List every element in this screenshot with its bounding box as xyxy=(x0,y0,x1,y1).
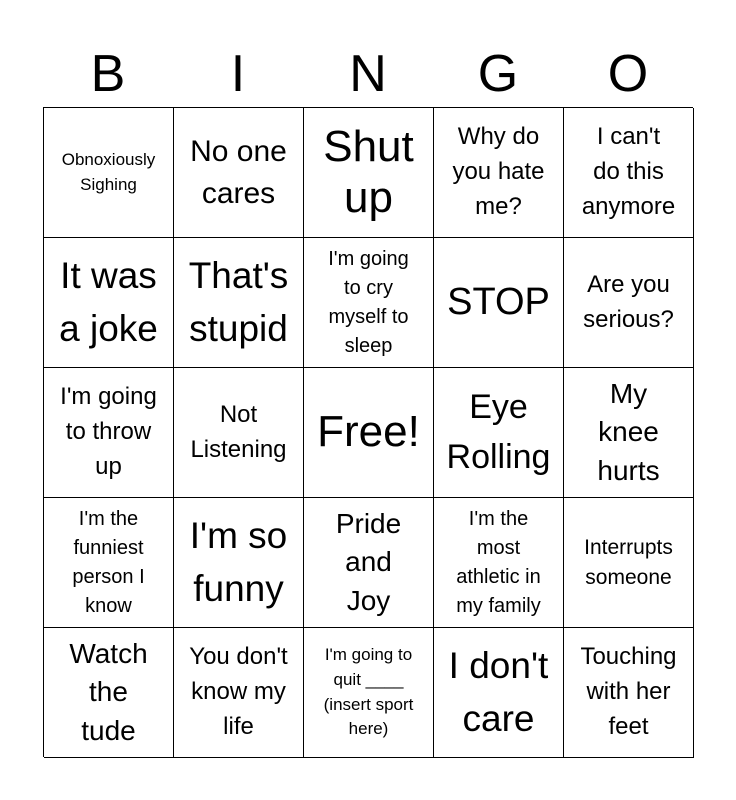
cell-text: Eye Rolling xyxy=(446,388,551,476)
cell-text: I can't do this anymore xyxy=(581,123,676,220)
cell-text: Are you serious? xyxy=(583,270,674,333)
bingo-cell[interactable] xyxy=(564,368,694,498)
free-space-text: Free! xyxy=(317,407,420,457)
bingo-cell[interactable] xyxy=(174,108,304,238)
bingo-cell[interactable] xyxy=(434,368,564,498)
cell-text: I'm so funny xyxy=(189,514,288,609)
bingo-cell[interactable] xyxy=(174,628,304,758)
header-letter-n: N xyxy=(349,45,387,103)
bingo-cell[interactable] xyxy=(434,108,564,238)
bingo-cell[interactable] xyxy=(564,238,694,368)
bingo-cell[interactable] xyxy=(304,628,434,758)
cell-text: Not Listening xyxy=(190,400,287,463)
cell-text: Touching with her feet xyxy=(580,643,677,740)
bingo-cell[interactable] xyxy=(174,238,304,368)
cell-text: Watch the tude xyxy=(69,637,148,746)
header-letter-g: G xyxy=(477,45,519,103)
cell-text: Interrupts someone xyxy=(584,535,673,589)
free-space-cell[interactable] xyxy=(304,368,434,498)
bingo-cell[interactable] xyxy=(564,628,694,758)
cell-text: I'm going to throw up xyxy=(60,383,157,480)
cell-text: Why do you hate me? xyxy=(452,123,545,220)
bingo-cell[interactable] xyxy=(174,368,304,498)
cell-text: Obnoxiously Sighing xyxy=(61,149,156,194)
bingo-cell[interactable] xyxy=(304,108,434,238)
bingo-cell[interactable] xyxy=(174,498,304,628)
header-letter-b: B xyxy=(90,45,126,103)
cell-text: I'm the funniest person I know xyxy=(72,507,145,617)
cell-text: Pride and Joy xyxy=(335,507,402,616)
header-letter-i: I xyxy=(230,45,246,103)
cell-text: It was a joke xyxy=(59,254,158,349)
bingo-cell[interactable] xyxy=(44,498,174,628)
cell-text: I'm going to cry myself to sleep xyxy=(328,247,409,357)
bingo-cell[interactable] xyxy=(564,108,694,238)
bingo-cell[interactable] xyxy=(44,628,174,758)
cell-text: No one cares xyxy=(190,134,287,210)
cell-text: I'm going to quit ____ (insert sport here) xyxy=(323,645,414,739)
cell-text: STOP xyxy=(447,280,550,323)
bingo-cell[interactable] xyxy=(434,628,564,758)
bingo-grid xyxy=(43,107,693,757)
cell-text: I don't care xyxy=(448,644,549,739)
cell-text: That's stupid xyxy=(188,254,289,349)
cell-text: I'm the most athletic in my family xyxy=(456,507,541,617)
bingo-cell[interactable] xyxy=(564,498,694,628)
cell-text: Shut up xyxy=(323,121,414,222)
cell-text: My knee hurts xyxy=(597,377,660,486)
bingo-cell[interactable] xyxy=(434,238,564,368)
cell-text: You don't know my life xyxy=(189,643,288,740)
bingo-cell[interactable] xyxy=(44,238,174,368)
bingo-cell[interactable] xyxy=(434,498,564,628)
bingo-cell[interactable] xyxy=(304,498,434,628)
bingo-cell[interactable] xyxy=(304,238,434,368)
bingo-header xyxy=(43,42,693,106)
bingo-cell[interactable] xyxy=(44,368,174,498)
bingo-cell[interactable] xyxy=(44,108,174,238)
header-letter-o: O xyxy=(607,45,649,103)
